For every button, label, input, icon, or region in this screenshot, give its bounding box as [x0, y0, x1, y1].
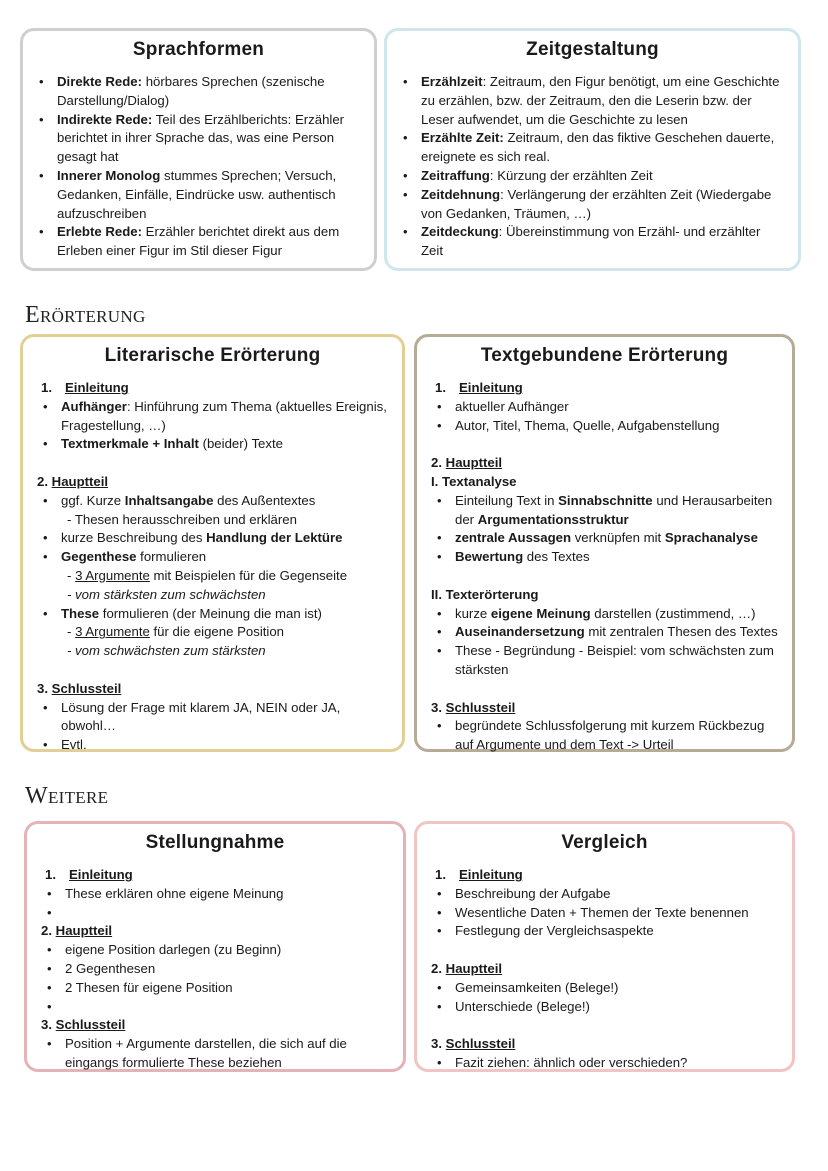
textgebunden-title: Textgebundene Erörterung — [480, 345, 729, 366]
texteroerterung-list — [431, 605, 778, 680]
hauptteil-list — [41, 941, 389, 1016]
list-item: • Zeitdeckung: Übereinstimmung von Erzähl- und erzählter Zeit — [401, 223, 784, 261]
list-item: • Position + Argumente darstellen, die sich auf die eingangs formulierte These beziehen — [41, 1035, 389, 1073]
list-item: • Innerer Monolog stummes Sprechen; Versuch, Gedanken, Einfälle, Eindrücke usw. authentisch aufzuschreiben — [37, 167, 360, 223]
hauptteil-list — [37, 492, 388, 511]
einleitung-list — [431, 885, 778, 941]
einleitung-list — [41, 885, 389, 923]
list-item — [41, 998, 389, 1017]
zeitgestaltung-card — [384, 28, 801, 271]
list-item: • Auseinandersetzung mit zentralen Thesen des Textes — [431, 623, 778, 642]
einleitung-list — [431, 398, 778, 436]
list-item: • 2 Thesen für eigene Position — [41, 979, 389, 998]
schlussteil-heading: 3. Schlussteil — [431, 699, 516, 715]
hauptteil-list-3 — [37, 605, 388, 624]
einleitung-heading: 1. Einleitung — [41, 380, 129, 395]
list-item: • These formulieren (der Meinung die man ist) — [37, 605, 388, 624]
sub-note: - Thesen herausschreiben und erklären — [67, 511, 297, 527]
list-item: • Erlebte Rede: Erzähler berichtet direkt aus dem Erleben einer Figur im Stil dieser Figur — [37, 223, 360, 261]
texteroerterung-subheading: II. Texterörterung — [431, 586, 539, 602]
literarisch-title: Literarische Erörterung — [104, 345, 321, 366]
list-item: • Erzählzeit: Zeitraum, den Figur benötigt, um eine Geschichte zu erzählen, bzw. der Zeitraum, den die Leserin bzw. der Leser aufwendet, um die Geschichte zu lesen — [401, 73, 784, 129]
list-item: • kurze eigene Meinung darstellen (zustimmend, …) — [431, 605, 778, 624]
list-item: • Wesentliche Daten + Themen der Texte benennen — [431, 904, 778, 923]
list-item: • Bewertung des Textes — [431, 548, 778, 567]
sprachformen-list — [37, 73, 360, 261]
sprachformen-title: Sprachformen — [132, 39, 265, 60]
einleitung-list — [37, 398, 388, 454]
textanalyse-subheading: I. Textanalyse — [431, 473, 517, 489]
list-item — [41, 904, 389, 923]
zeitgestaltung-title: Zeitgestaltung — [526, 39, 659, 60]
vergleich-card — [414, 821, 795, 1072]
sub-note: - vom stärksten zum schwächsten — [67, 586, 266, 602]
list-item: • Gegenthese formulieren — [37, 548, 388, 567]
schlussteil-heading: 3. Schlussteil — [431, 1036, 516, 1052]
list-item: • Gemeinsamkeiten (Belege!) — [431, 979, 778, 998]
stellungnahme-card — [24, 821, 406, 1072]
list-item: • Indirekte Rede: Teil des Erzählberichts: Erzähler berichtet in ihrer Sprache das, was eine Person gesagt hat — [37, 111, 360, 167]
schlussteil-list — [431, 1054, 778, 1073]
stellungnahme-title: Stellungnahme — [145, 832, 285, 853]
list-item: • Zeitraffung: Kürzung der erzählten Zeit — [401, 167, 784, 186]
list-item: • Autor, Titel, Thema, Quelle, Aufgabenstellung — [431, 417, 778, 436]
list-item: • Unterschiede (Belege!) — [431, 998, 778, 1017]
schlussteil-list — [41, 1035, 389, 1073]
list-item: • Zeitdehnung: Verlängerung der erzählten Zeit (Wiedergabe von Gedanken, Träumen, …) — [401, 186, 784, 224]
list-item: • aktueller Aufhänger — [431, 398, 778, 417]
list-item: • kurze Beschreibung des Handlung der Lektüre — [37, 529, 388, 548]
hauptteil-heading: 2. Hauptteil — [41, 923, 113, 939]
hauptteil-heading: 2. Hauptteil — [37, 473, 109, 489]
textgebundene-eroerterung-card — [414, 334, 795, 752]
list-item: • ggf. Kurze Inhaltsangabe des Außentextes — [37, 492, 388, 511]
sprachformen-card — [20, 28, 377, 271]
list-item: • Festlegung der Vergleichsaspekte — [431, 922, 778, 941]
list-item: • These - Begründung - Beispiel: vom schwächsten zum stärksten — [431, 642, 778, 680]
list-item: • Direkte Rede: hörbares Sprechen (szenische Darstellung/Dialog) — [37, 73, 360, 111]
list-item: • Beschreibung der Aufgabe — [431, 885, 778, 904]
schlussteil-list — [431, 717, 778, 755]
hauptteil-list-2 — [37, 529, 388, 567]
schlussteil-heading: 3. Schlussteil — [41, 1017, 126, 1033]
list-item: • Textmerkmale + Inhalt (beider) Texte — [37, 435, 388, 454]
sub-note: - 3 Argumente für die eigene Position — [67, 624, 285, 640]
einleitung-heading: 1. Einleitung — [45, 867, 133, 882]
zeitgestaltung-list — [401, 73, 784, 261]
list-item: • Erzählte Zeit: Zeitraum, den das fiktive Geschehen dauerte, ereignete es sich real. — [401, 129, 784, 167]
literarische-eroerterung-card — [20, 334, 405, 752]
list-item: • Evtl. — [37, 736, 388, 755]
list-item: • zentrale Aussagen verknüpfen mit Sprachanalyse — [431, 529, 778, 548]
list-item: • These erklären ohne eigene Meinung — [41, 885, 389, 904]
list-item: • Lösung der Frage mit klarem JA, NEIN oder JA, obwohl… — [37, 699, 388, 737]
hauptteil-heading: 2. Hauptteil — [431, 455, 503, 471]
hauptteil-list — [431, 979, 778, 1017]
sub-note: - 3 Argumente mit Beispielen für die Gegenseite — [67, 567, 348, 583]
section-heading-weitere: Weitere — [25, 783, 109, 809]
list-item: • begründete Schlussfolgerung mit kurzem Rückbezug auf Argumente und dem Text -> Urteil — [431, 717, 778, 755]
einleitung-heading: 1. Einleitung — [435, 380, 523, 395]
list-item: • Fazit ziehen: ähnlich oder verschieden? — [431, 1054, 778, 1073]
schlussteil-list — [37, 699, 388, 755]
section-heading-eroerterung: Erörterung — [25, 302, 146, 328]
list-item: • eigene Position darlegen (zu Beginn) — [41, 941, 389, 960]
hauptteil-heading: 2. Hauptteil — [431, 960, 503, 976]
einleitung-heading: 1. Einleitung — [435, 867, 523, 882]
vergleich-title: Vergleich — [561, 832, 648, 853]
schlussteil-heading: 3. Schlussteil — [37, 680, 122, 696]
textanalyse-list — [431, 492, 778, 567]
list-item: • Aufhänger: Hinführung zum Thema (aktuelles Ereignis, Fragestellung, …) — [37, 398, 388, 436]
list-item: • 2 Gegenthesen — [41, 960, 389, 979]
sub-note: - vom schwächsten zum stärksten — [67, 643, 266, 659]
list-item: • Einteilung Text in Sinnabschnitte und Herausarbeiten der Argumentationsstruktur — [431, 492, 778, 530]
